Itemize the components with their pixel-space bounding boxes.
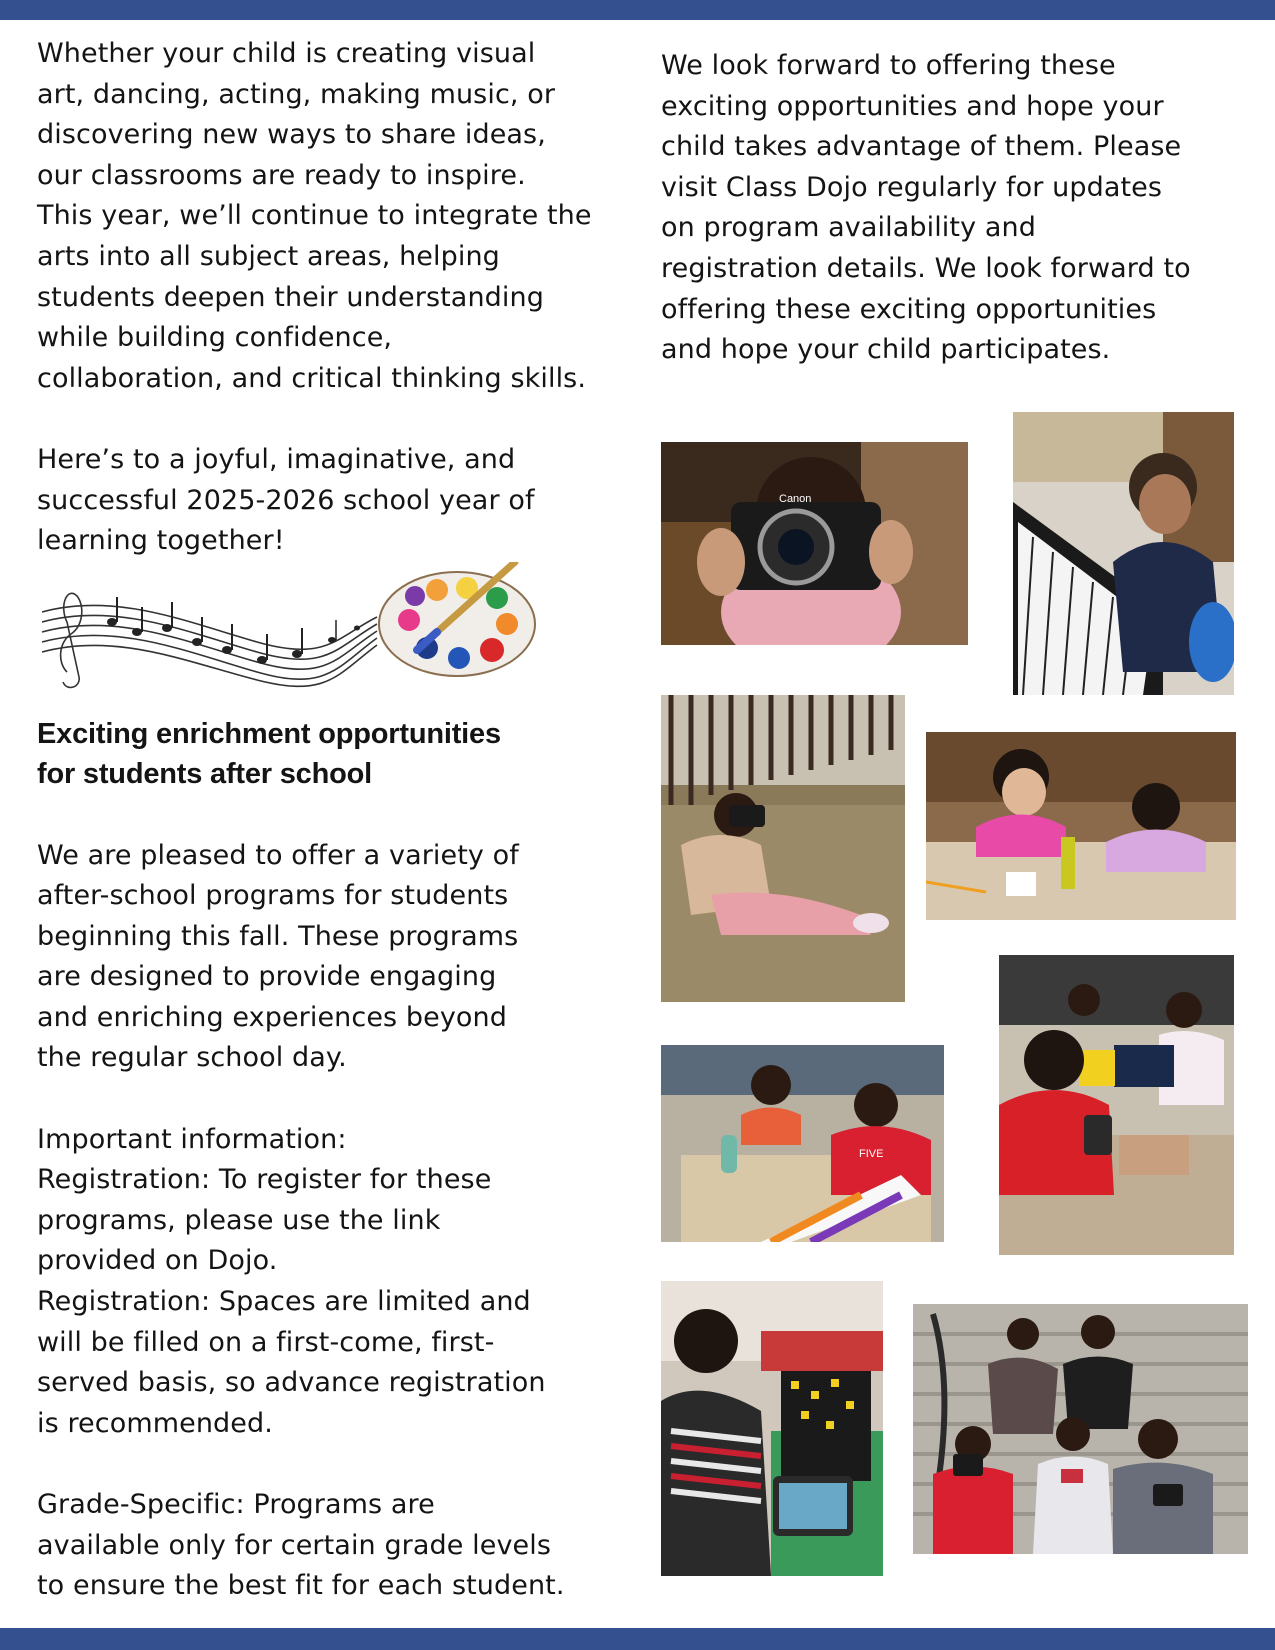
photo-students-on-steps-with-cameras [913, 1304, 1248, 1554]
enrichment-heading: Exciting enrichment opportunities for students after school [37, 717, 501, 791]
closing-wish-paragraph: Here’s to a joyful, imaginative, and successful 2025-2026 school year of learning together! [37, 443, 535, 557]
photo-student-photographing-outdoors [661, 695, 905, 1002]
photo-students-using-laptop [999, 955, 1234, 1255]
photo-student-with-camera [661, 442, 968, 645]
paint-palette-icon [379, 562, 535, 676]
right-column [661, 46, 1241, 371]
camera-brand-label: Canon [779, 493, 812, 505]
photo-students-painting-at-desks [661, 1045, 944, 1242]
music-staff-icon [37, 562, 557, 702]
grade-specific-paragraph: Grade-Specific: Programs are available only for certain grade levels to ensure the best fit for each student. [37, 1489, 565, 1602]
bottom-border-band [0, 1628, 1275, 1650]
programs-paragraph: We are pleased to offer a variety of after-school programs for students beginning this fall. These programs are designed to provide engaging and enriching experiences beyond the regular school day. [37, 839, 519, 1074]
photo-students-at-craft-table [926, 732, 1236, 920]
shirt-label: FIVE [859, 1148, 884, 1160]
top-border-band [0, 0, 1275, 20]
arts-illustration [37, 562, 557, 702]
left-column [37, 34, 637, 1607]
intro-paragraph: Whether your child is creating visual art, dancing, acting, making music, or discovering new ways to share ideas, our classrooms are ready to inspire. This year, we’ll continue to integrate the arts into all subject areas, helping students deepen their understanding while building confidence, collaboration, and critical thinking skills. [37, 38, 592, 394]
right-closing-paragraph: We look forward to offering these exciting opportunities and hope your child takes advantage of them. Please visit Class Dojo regularly for updates on program availability and registration details. We look forward to offering these exciting opportunities and hope your child participates. [661, 50, 1191, 366]
photo-student-using-tablet [661, 1281, 883, 1576]
photo-student-playing-piano [1013, 412, 1234, 695]
important-information: Important information: Registration: To register for these programs, please use the link provided on Dojo. Registration: Spaces are limited and will be filled on a first-come, first- served basis, so advance registration is recommended. [37, 1123, 546, 1439]
